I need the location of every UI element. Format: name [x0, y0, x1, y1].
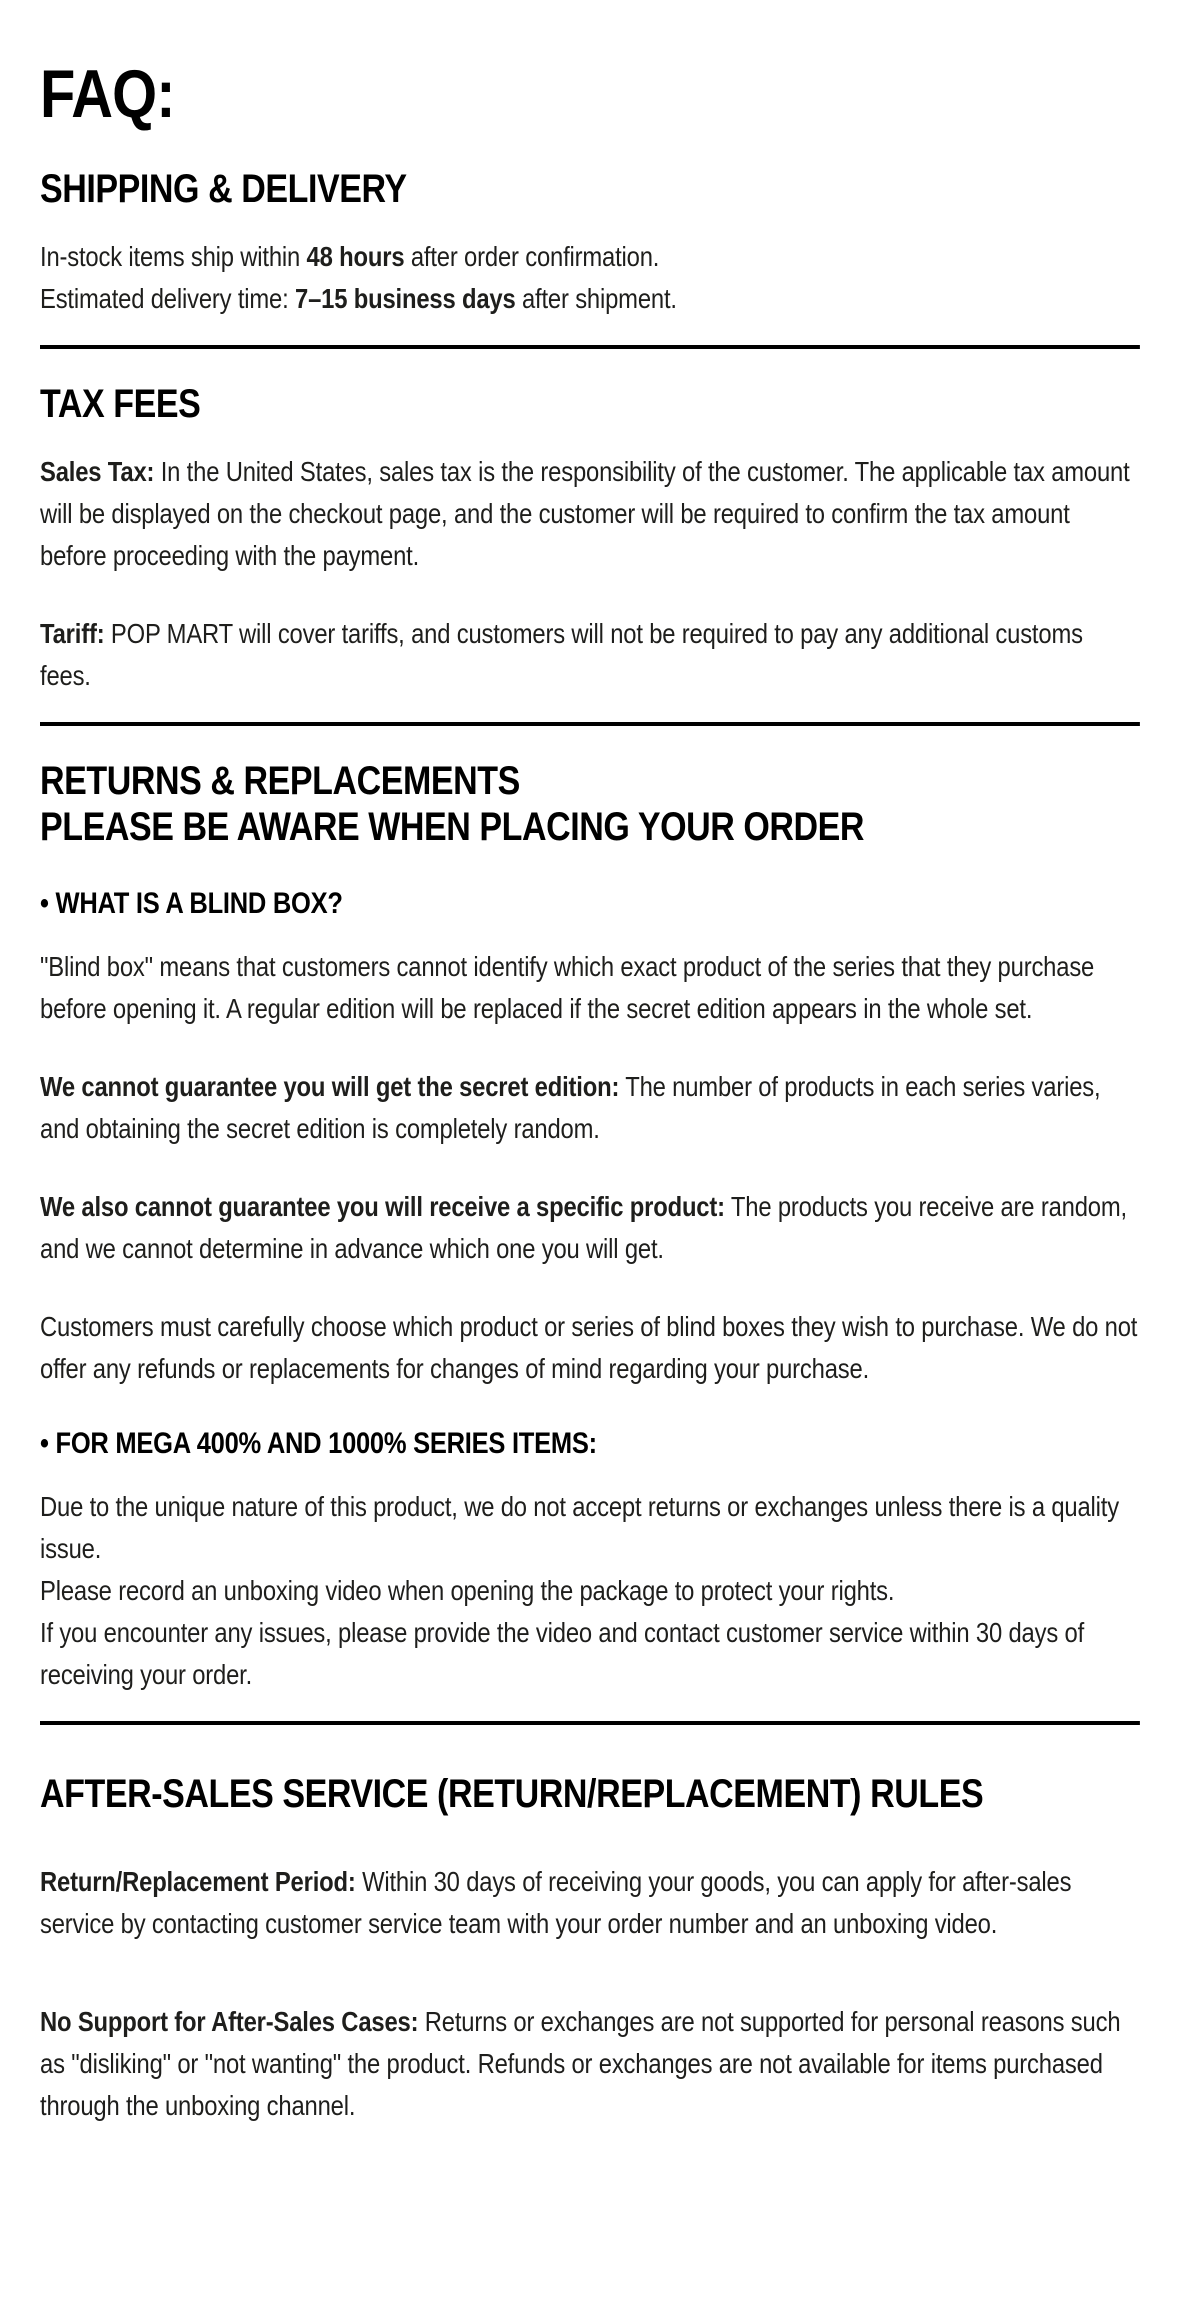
text-run: after shipment. [515, 283, 677, 314]
text-run: Please record an unboxing video when opening the package to protect your rights. [40, 1575, 895, 1606]
section-divider [40, 722, 1140, 726]
paragraph [40, 236, 1140, 320]
text-run: "Blind box" means that customers cannot identify which exact product of the series that they purchase before opening it. A regular edition will be replaced if the secret edition appears in the whole set. [40, 951, 1095, 1024]
section-subheading: • WHAT IS A BLIND BOX? [40, 887, 343, 920]
bold-text-run: Tariff: [40, 618, 105, 649]
bold-text-run: We cannot guarantee you will get the secret edition: [40, 1071, 620, 1102]
text-run: Returns or exchanges are not supported for personal reasons such as "disliking" or "not wanting" the product. Refunds or exchanges are not available for items purchased through the unboxing channel. [40, 2006, 1121, 2121]
paragraph [40, 451, 1140, 577]
faq-sections [40, 166, 1140, 2127]
paragraph [40, 613, 1140, 697]
section-after-sales [40, 1771, 1140, 2127]
paragraph [40, 1306, 1140, 1390]
text-run: after order confirmation. [404, 241, 660, 272]
paragraph [40, 1861, 1140, 1945]
faq-title: FAQ: [40, 56, 175, 132]
paragraph [40, 1186, 1140, 1270]
bold-text-run: 7–15 business days [295, 283, 516, 314]
section-heading: TAX FEES [40, 382, 201, 426]
faq-content [40, 0, 1140, 2127]
paragraph [40, 1486, 1140, 1696]
text-run: Customers must carefully choose which product or series of blind boxes they wish to purchase. We do not offer any refunds or replacements for changes of mind regarding your purchase. [40, 1311, 1138, 1384]
bold-text-run: We also cannot guarantee you will receive a specific product: [40, 1191, 725, 1222]
paragraph [40, 2001, 1140, 2127]
section-returns-replacements [40, 758, 1140, 1725]
text-run: In-stock items ship within [40, 241, 307, 272]
text-run: In the United States, sales tax is the responsibility of the customer. The applicable tax amount will be displayed on the checkout page, and the customer will be required to confirm the tax amount before proceeding with the payment. [40, 456, 1130, 571]
section-divider [40, 345, 1140, 349]
text-run: The products you receive are random, and we cannot determine in advance which one you will get. [40, 1191, 1127, 1264]
section-heading: RETURNS & REPLACEMENTS PLEASE BE AWARE WHEN PLACING YOUR ORDER [40, 759, 865, 849]
section-divider [40, 1721, 1140, 1725]
paragraph [40, 1066, 1140, 1150]
paragraph [40, 946, 1140, 1030]
section-heading: SHIPPING & DELIVERY [40, 167, 407, 211]
text-run: The number of products in each series varies, and obtaining the secret edition is completely random. [40, 1071, 1101, 1144]
text-run: Due to the unique nature of this product, we do not accept returns or exchanges unless there is a quality issue. [40, 1491, 1119, 1564]
bold-text-run: 48 hours [306, 241, 405, 272]
text-run: If you encounter any issues, please provide the video and contact customer service within 30 days of receiving your order. [40, 1617, 1085, 1690]
section-subheading: • FOR MEGA 400% AND 1000% SERIES ITEMS: [40, 1427, 597, 1460]
section-shipping-delivery [40, 166, 1140, 349]
bold-text-run: No Support for After-Sales Cases: [40, 2006, 419, 2037]
text-run: Estimated delivery time: [40, 283, 295, 314]
text-run: POP MART will cover tariffs, and customers will not be required to pay any additional customs fees. [40, 618, 1083, 691]
text-run: Within 30 days of receiving your goods, you can apply for after-sales service by contacting customer service team with your order number and an unboxing video. [40, 1866, 1072, 1939]
section-heading: AFTER-SALES SERVICE (RETURN/REPLACEMENT) RULES [40, 1772, 984, 1816]
bold-text-run: Return/Replacement Period: [40, 1866, 356, 1897]
bold-text-run: Sales Tax: [40, 456, 155, 487]
section-tax-fees [40, 381, 1140, 726]
